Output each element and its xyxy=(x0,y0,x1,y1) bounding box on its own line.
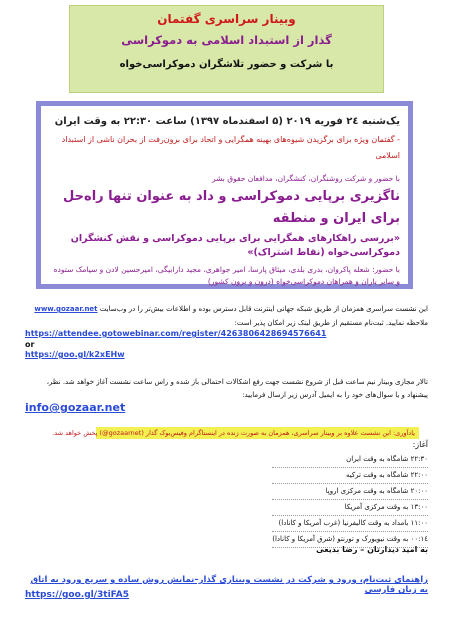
schedule-item: ۲۰:۰۰ شامگاه به وقت مرکزی اروپا xyxy=(272,484,428,500)
event-box xyxy=(36,101,413,289)
guide-link[interactable]: راهنمای ثبت‌نام، ورود و شرکت در نشست وبیناری گذار–نمایش روش ساده و سریع ورود به اتاق به زبان فارسی xyxy=(30,575,428,595)
short-link[interactable]: https://goo.gl/k2xEHw xyxy=(25,350,125,359)
header-banner xyxy=(69,5,384,93)
schedule-item: ۱٤:۰۰ به وقت نیویورک و تورنتو (شرق آمریکا و کانادا) xyxy=(272,532,428,548)
header-subtitle: گذار از استبداد اسلامی به دموکراسی xyxy=(121,33,332,47)
event-title: ناگزیری برپایی دموکراسی و داد به عنوان تنها راه‌حل برای ایران و منطقه xyxy=(63,189,400,226)
info-text-2: ملاحظه نمایید. ثبت‌نام مستقیم از طریق لینک زیر امکان پذیر است: xyxy=(234,319,428,327)
register-link[interactable]: https://attendee.gotowebinar.com/register/4263806428694576641 xyxy=(25,329,327,338)
email-link[interactable]: info@gozaar.net xyxy=(25,401,126,414)
info-paragraph-2: تالار مجازی وبینار نیم ساعت قبل از شروع نشست جهت رفع اشکالات احتمالی باز شده و راس ساعت نشست آغاز خواهد شد. نظر، پیشنهاد و یا سوال‌های خود را به ایمیل آدرس زیر ارسال فرمایید: xyxy=(46,378,428,399)
schedule-item: ۲۲:۳۰ شامگاه به وقت ایران xyxy=(272,452,428,468)
info-text: این نشست سراسری همزمان از طریق شبکه جهانی اینترنت قابل دسترس بوده و اطلاعات بیش‌تر را در وب‌سایت xyxy=(99,305,428,313)
schedule-title: آغاز: xyxy=(412,440,428,449)
guide-short-link[interactable]: https://goo.gl/3tiFA5 xyxy=(25,590,130,600)
event-subtitle: «بررسی راهکارهای همگرایی برای برپایی دموکراسی و نقش کنشگران دموکراسی‌خواه (نقاط اشتراک)» xyxy=(70,233,400,258)
or-label: or xyxy=(25,340,35,349)
info-paragraph xyxy=(25,302,428,330)
event-description: - گفتمان ویژه برای برگزیدن شیوه‌های بهینه همگرایی و اتحاد برای برون‌رفت از بحران ناشی از استبداد اسلامی xyxy=(61,135,400,160)
schedule-list xyxy=(272,452,428,548)
schedule-item: ۱۱:۰۰ بامداد به وقت کالیفرنیا (غرب آمریکا و کانادا) xyxy=(272,516,428,532)
event-guests: با حضور: شعله پاکروان، بدری بلدی، میثاق پارسا، امیر جواهری، مجید دارابیگی، امیرحسین لادن و سیامک ستوده و سایر یاران و همراهان دموکراسی‌خواه (درون و برون کشور) xyxy=(53,265,400,286)
schedule-item: ۲۲:۰۰ شامگاه به وقت ترکیه xyxy=(272,468,428,484)
event-date: یک‌شنبه ۲٤ فوریه ۲۰۱۹ (۵ اسفندماه ۱۳۹۷) ساعت ۲۲:۳۰ به وقت ایران xyxy=(54,116,400,127)
signature-line: به امید دیدارتان – رضا بدیعی xyxy=(316,545,428,554)
schedule-item: ۱۳:۰۰ به وقت مرکزی آمریکا xyxy=(272,500,428,516)
header-title: وبینار سراسری گفتمان xyxy=(157,12,296,26)
notice-bar: یادآوری: این نشست علاوه بر وبینار سراسری، همزمان به صورت زنده در اینستاگرام وفیس‌بوک گذار (gozaarnet@) پخش خواهد شد. xyxy=(96,427,419,439)
website-link[interactable]: www.gozaar.net xyxy=(34,305,98,313)
event-with: با حضور و شرکت روشنگران، کنشگران، مدافعان حقوق بشر xyxy=(211,174,400,183)
header-tagline: با شرکت و حضور تلاشگران دموکراسی‌خواه xyxy=(119,59,334,70)
